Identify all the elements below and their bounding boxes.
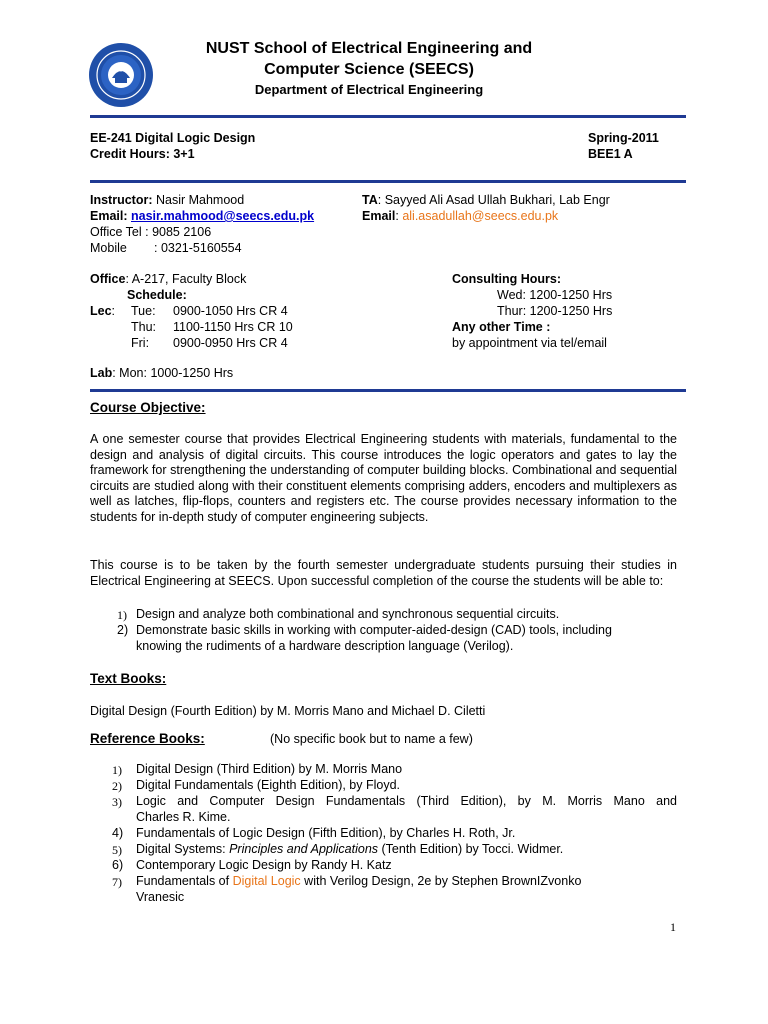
semester: Spring-2011 — [588, 131, 659, 145]
schedule-rule — [90, 389, 686, 392]
reference-num: 6) — [112, 858, 124, 872]
consulting-wed: Wed: 1200-1250 Hrs — [497, 288, 613, 302]
digital-logic-link[interactable]: Digital Logic — [232, 874, 301, 888]
reference-num: 1) — [112, 763, 122, 777]
objective-heading: Course Objective: — [90, 400, 206, 415]
other-time-label: Any other Time : — [452, 320, 551, 334]
lec-day: Thu: — [131, 320, 157, 334]
instructor-email-link[interactable]: nasir.mahmood@seecs.edu.pk — [131, 209, 315, 223]
reference-num: 5) — [112, 843, 122, 857]
consulting-thur: Thur: 1200-1250 Hrs — [497, 304, 613, 318]
ta-label: TA — [362, 193, 378, 207]
instructor-label: Instructor: — [90, 193, 153, 207]
lab-line — [90, 366, 233, 380]
department-name: Department of Electrical Engineering — [254, 82, 484, 97]
outcome-item: Demonstrate basic skills in working with computer-aided-design (CAD) tools, including — [136, 623, 612, 637]
objective-para2: This course is to be taken by the fourth semester undergraduate students pursuing their studies in Electrical Engineering at SEECS. Upon successful completion of the course the students will be able to: — [90, 558, 677, 588]
reference-note: (No specific book but to name a few) — [270, 732, 473, 746]
instructor-email-label: Email: — [90, 209, 128, 223]
school-name-line2: Computer Science (SEECS) — [264, 61, 474, 78]
office-tel: Office Tel : 9085 2106 — [90, 225, 212, 239]
reference-item: Fundamentals of Logic Design (Fifth Edition), by Charles H. Roth, Jr. — [136, 826, 516, 840]
office-line — [90, 272, 246, 286]
outcome-item-cont: knowing the rudiments of a hardware description language (Verilog). — [136, 639, 514, 653]
reference-item: Fundamentals of Digital Logic with Verilog Design, 2e by Stephen BrownIZvonko — [136, 874, 582, 888]
outcome-num: 1) — [117, 608, 127, 622]
course-rule — [90, 180, 686, 183]
reference-item: Digital Fundamentals (Eighth Edition), by Floyd. — [136, 778, 401, 792]
lec-day: Fri: — [131, 336, 150, 350]
lec-label: Lec: — [90, 304, 116, 318]
ta-email-link[interactable]: ali.asadullah@seecs.edu.pk — [402, 209, 559, 223]
lec-row-fri — [131, 336, 288, 350]
outcome-item: Design and analyze both combinational and synchronous sequential circuits. — [136, 607, 560, 621]
objective-para1: A one semester course that provides Electrical Engineering students with materials, fundamental to the design and analysis of digital circuits. This course introduces the logic operators and gates to lay the framework for strengthening the understanding of computer building blocks. Combinational and sequential circuits are studied along with their constituent elements comprising adders, encoders and multiplexers as well as latches, flip-flops, counters and registers etc. The course provides necessary information to the students for in-depth study of computer engineering subjects. — [90, 432, 677, 524]
reference-num: 3) — [112, 795, 122, 809]
credit-hours: Credit Hours: 3+1 — [90, 147, 195, 161]
office-value: : A-217, Faculty Block — [125, 272, 247, 286]
lec-day: Tue: — [131, 304, 156, 318]
course-title: EE-241 Digital Logic Design — [90, 131, 256, 145]
ta-email-label: Email — [362, 209, 396, 223]
lec-row-tue — [131, 304, 288, 318]
reference-num: 2) — [112, 779, 122, 793]
outcome-num: 2) — [117, 623, 129, 637]
reference-heading: Reference Books: — [90, 731, 205, 746]
reference-item-italic: Principles and Applications — [229, 842, 379, 856]
reference-item: Logic and Computer Design Fundamentals (Third Edition), by M. Morris Mano and — [136, 794, 677, 808]
school-name-line1: NUST School of Electrical Engineering and — [205, 40, 533, 57]
lab-value: : Mon: 1000-1250 Hrs — [112, 366, 234, 380]
lec-time: 0900-1050 Hrs CR 4 — [173, 304, 288, 318]
reference-num: 7) — [112, 875, 122, 889]
ta-email-line: Email: ali.asadullah@seecs.edu.pk — [362, 209, 559, 223]
schedule-label: Schedule: — [127, 288, 187, 302]
reference-item: Digital Design (Third Edition) by M. Morris Mano — [136, 762, 403, 776]
reference-item: Contemporary Logic Design by Randy H. Katz — [136, 858, 392, 872]
office-label: Office — [90, 272, 126, 286]
ta-line — [362, 193, 610, 207]
section: BEE1 A — [588, 147, 633, 161]
other-time-value: by appointment via tel/email — [452, 336, 607, 350]
reference-item-cont: Vranesic — [136, 890, 185, 904]
reference-item-cont: Charles R. Kime. — [136, 810, 231, 824]
reference-num: 4) — [112, 826, 124, 840]
mobile-number: : 0321-5160554 — [154, 241, 242, 255]
consulting-label: Consulting Hours: — [452, 272, 562, 286]
mobile-label: Mobile — [90, 241, 127, 255]
lec-row-thu — [131, 320, 293, 334]
page-number: 1 — [670, 920, 676, 934]
instructor-line — [90, 193, 244, 207]
instructor-email-line — [90, 209, 314, 223]
lab-label: Lab — [90, 366, 113, 380]
instructor-name: Nasir Mahmood — [152, 193, 245, 207]
header-rule — [90, 115, 686, 118]
mobile-line — [90, 241, 242, 255]
reference-item: Digital Systems: Principles and Applications (Tenth Edition) by Tocci. Widmer. — [136, 842, 564, 856]
lec-time: 0900-0950 Hrs CR 4 — [173, 336, 288, 350]
lec-time: 1100-1150 Hrs CR 10 — [173, 320, 293, 334]
ta-name: : Sayyed Ali Asad Ullah Bukhari, Lab Engr — [377, 193, 610, 207]
textbook-item: Digital Design (Fourth Edition) by M. Morris Mano and Michael D. Ciletti — [90, 704, 486, 718]
textbooks-heading: Text Books: — [90, 671, 167, 686]
